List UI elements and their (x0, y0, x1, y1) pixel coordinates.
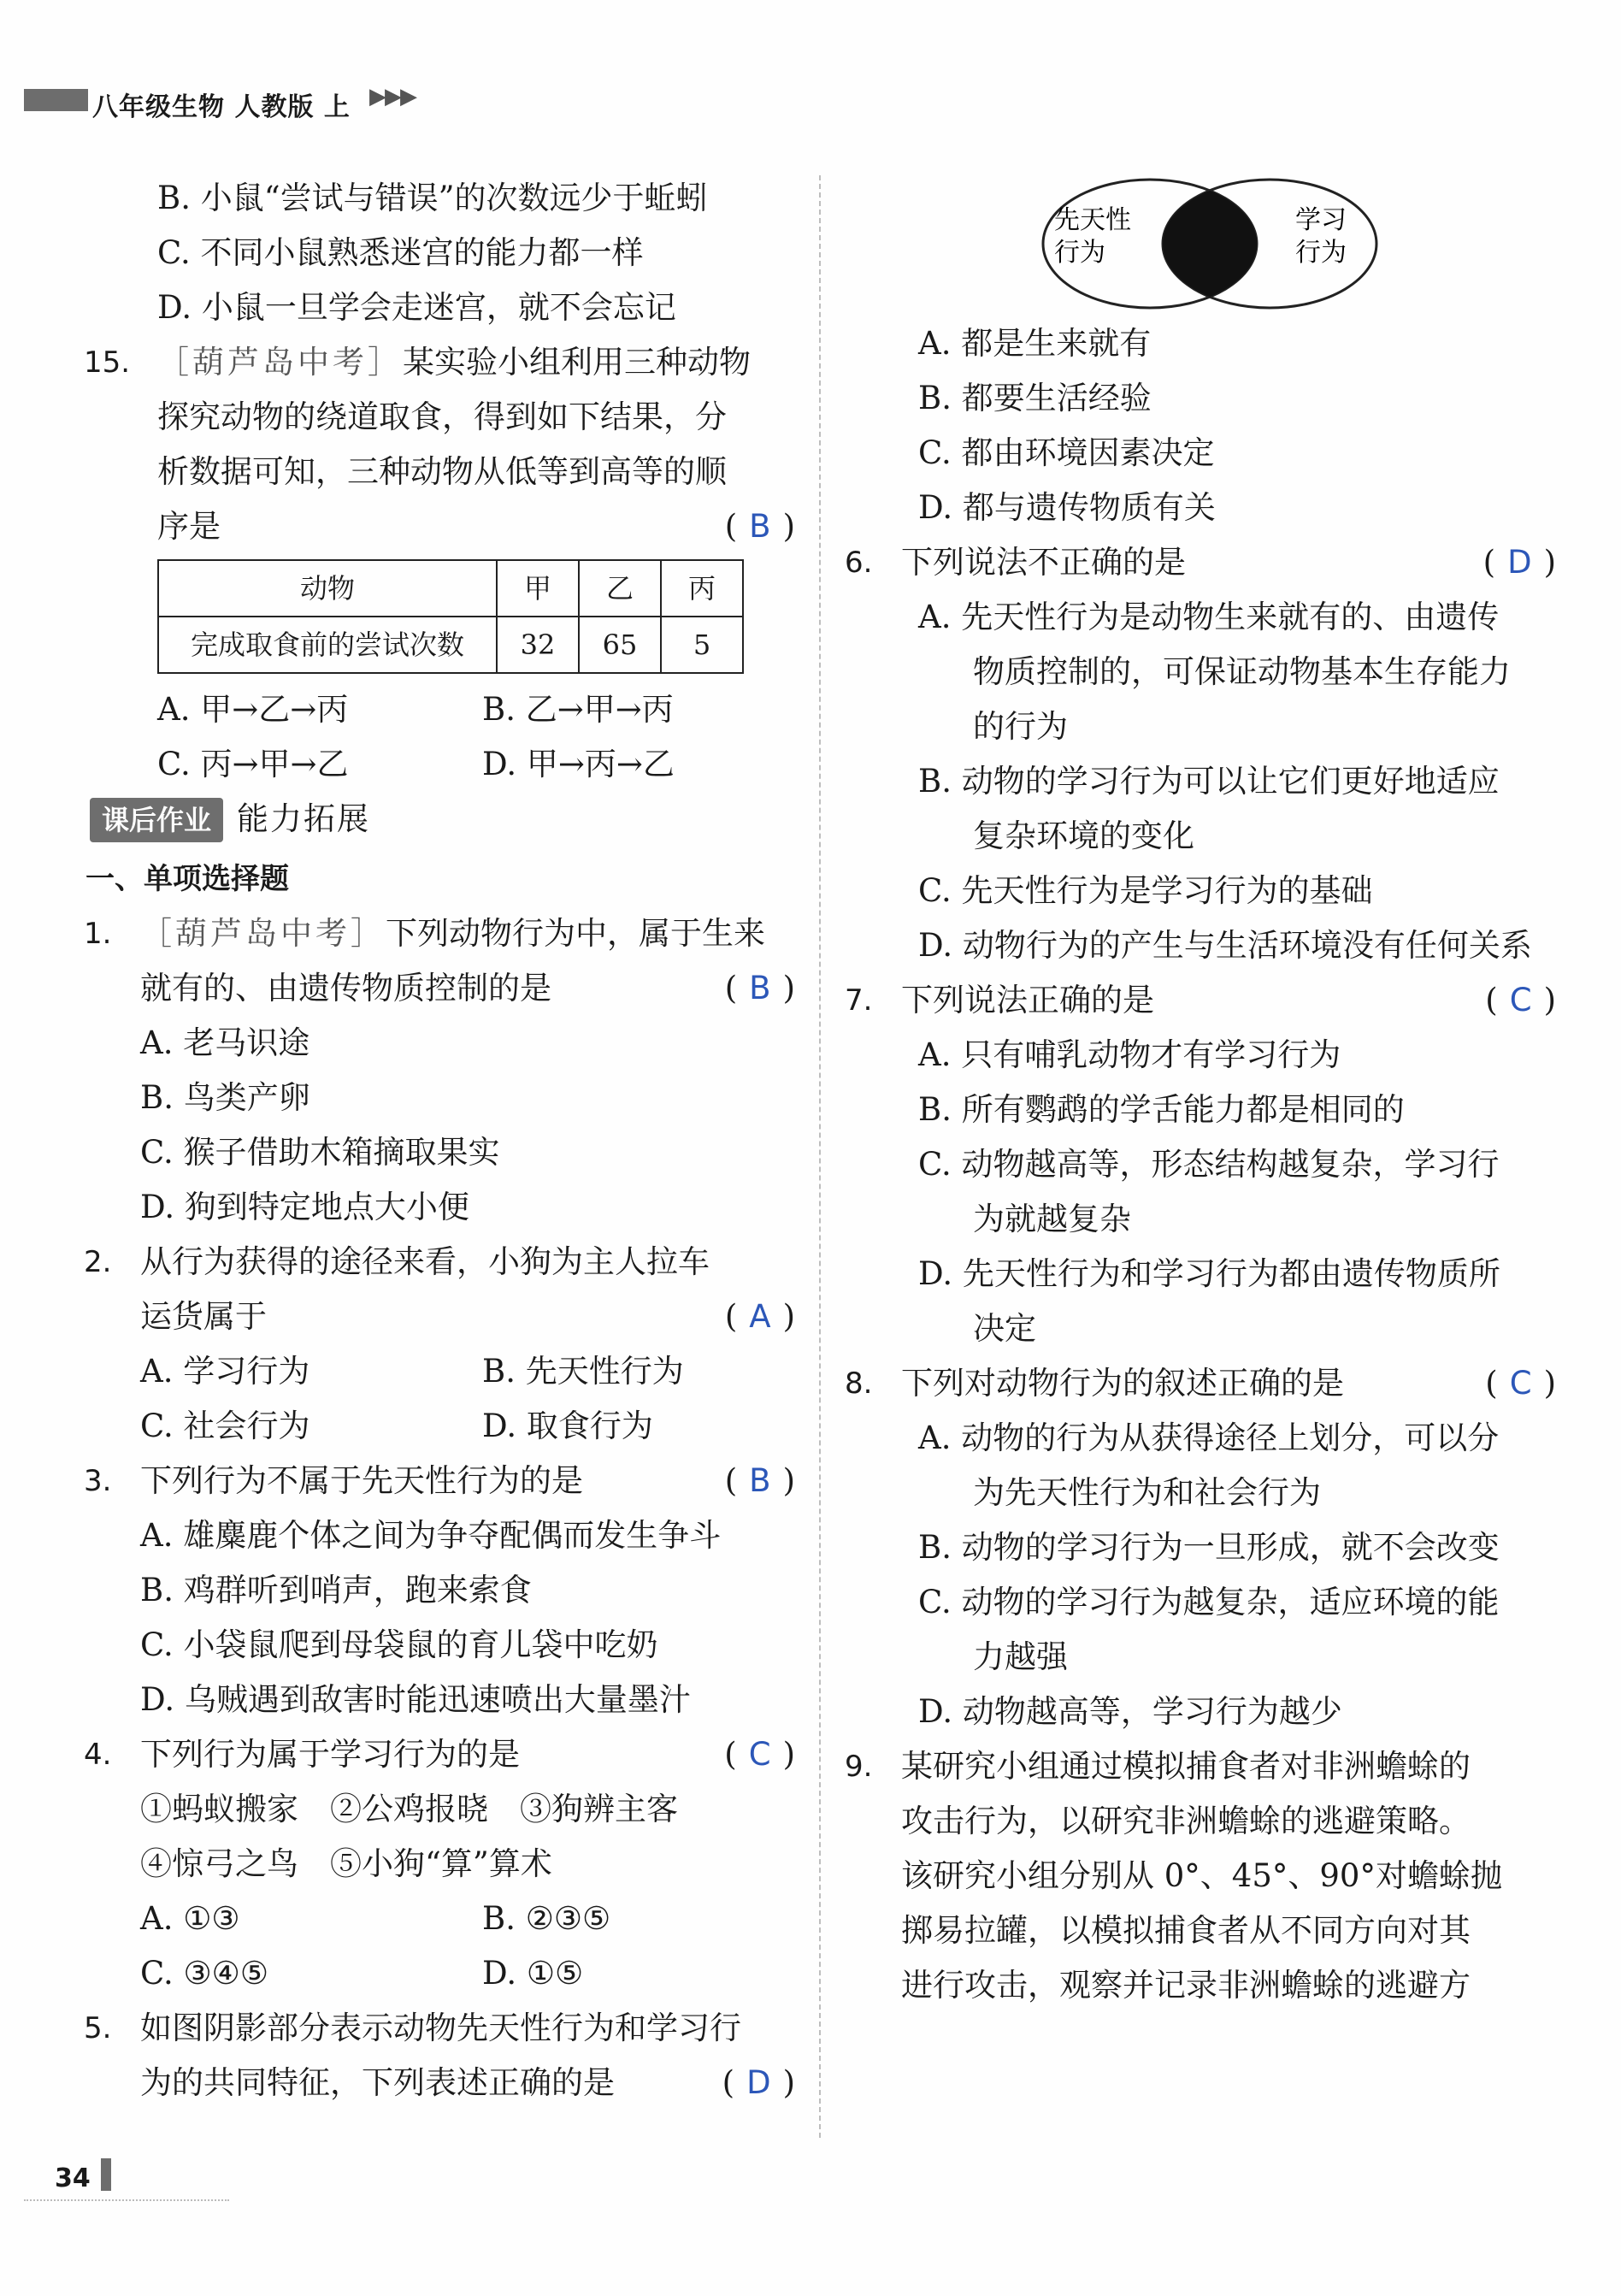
q14-option-b: B. 小鼠“尝试与错误”的次数远少于蚯蚓 (157, 180, 708, 216)
q2-option-d: D. 取食行为 (482, 1408, 653, 1444)
q2-answer: ( A ) (724, 1298, 795, 1335)
table-cell: 32 (497, 617, 579, 673)
table-header-cell: 乙 (579, 560, 661, 617)
q7-option-c: C. 动物越高等，形态结构越复杂，学习行 (918, 1146, 1500, 1183)
q15-option-a: A. 甲→乙→丙 (157, 691, 349, 728)
table-cell: 完成取食前的尝试次数 (158, 617, 497, 673)
q2-stem-1: 从行为获得的途径来看，小狗为主人拉车 (140, 1243, 710, 1280)
section-subtitle: 能力拓展 (237, 800, 371, 837)
question-8 (846, 1356, 1556, 1739)
section-tag: 课后作业 (90, 798, 223, 842)
q6-option-c: C. 先天性行为是学习行为的基础 (918, 872, 1373, 909)
q15-option-c: C. 丙→甲→乙 (157, 746, 349, 782)
q9-stem-3: 该研究小组分别从 0°、45°、90°对蟾蜍抛 (901, 1857, 1502, 1894)
question-9 (846, 1739, 1556, 2013)
q8-option-a-cont: 为先天性行为和社会行为 (973, 1474, 1321, 1511)
q7-number: 7. (845, 983, 873, 1018)
question-15 (85, 335, 795, 792)
q6-stem: 下列说法不正确的是 (901, 544, 1186, 581)
q7-answer: ( C ) (1485, 982, 1556, 1018)
left-column (85, 171, 795, 2110)
q5-answer: ( D ) (722, 2064, 795, 2101)
venn-left-label-2: 行为 (1054, 238, 1105, 268)
q15-stem-3: 析数据可知，三种动物从低等到高等的顺 (157, 453, 727, 490)
q1-answer: ( B ) (724, 970, 795, 1006)
table-header-cell: 丙 (661, 560, 743, 617)
table-cell: 5 (661, 617, 743, 673)
q6-number: 6. (845, 546, 873, 580)
q15-option-b: B. 乙→甲→丙 (482, 691, 674, 728)
q9-stem-1: 某研究小组通过模拟捕食者对非洲蟾蜍的 (901, 1748, 1471, 1785)
q7-option-a: A. 只有哺乳动物才有学习行为 (918, 1036, 1341, 1073)
q2-number: 2. (84, 1245, 112, 1279)
q3-stem: 下列行为不属于先天性行为的是 (140, 1462, 583, 1499)
q5-option-a: A. 都是生来就有 (918, 325, 1152, 362)
q1-option-c: C. 猴子借助木箱摘取果实 (140, 1134, 500, 1171)
header-arrows-icon: ▶▶▶ (369, 84, 416, 109)
q8-option-b: B. 动物的学习行为一旦形成，就不会改变 (918, 1529, 1500, 1566)
section-header (85, 792, 795, 852)
q4-number: 4. (84, 1738, 112, 1772)
q1-option-d: D. 狗到特定地点大小便 (140, 1189, 469, 1225)
q15-stem-4: 序是 (157, 508, 221, 545)
q6-option-a-cont: 的行为 (973, 708, 1068, 745)
q5-option-d: D. 都与遗传物质有关 (918, 489, 1216, 526)
question-3 (85, 1454, 795, 1727)
q15-stem-2: 探究动物的绕道取食，得到如下结果，分 (157, 398, 727, 435)
q7-option-d: D. 先天性行为和学习行为都由遗传物质所 (918, 1255, 1500, 1292)
venn-left-label-1: 先天性 (1054, 205, 1131, 235)
q5-option-b: B. 都要生活经验 (918, 380, 1152, 416)
q4-items-1: ①蚂蚁搬家 ②公鸡报晓 ③狗辨主客 (140, 1791, 678, 1827)
q4-option-c: C. ③④⑤ (140, 1955, 269, 1992)
q3-option-d: D. 乌贼遇到敌害时能迅速喷出大量墨汁 (140, 1681, 691, 1718)
question-5 (85, 2001, 795, 2110)
header-bar (24, 89, 88, 111)
q4-option-a: A. ①③ (140, 1900, 240, 1937)
q7-option-d-cont: 决定 (973, 1310, 1036, 1347)
q8-option-c-cont: 力越强 (973, 1638, 1068, 1675)
q6-option-a: A. 先天性行为是动物生来就有的、由遗传 (918, 599, 1500, 635)
question-7 (846, 973, 1556, 1356)
q1-stem-2: 就有的、由遗传物质控制的是 (140, 970, 551, 1006)
q15-answer: ( B ) (724, 508, 795, 545)
q5-stem-2: 为的共同特征，下列表述正确的是 (140, 2064, 615, 2101)
q6-answer: ( D ) (1482, 544, 1556, 581)
q6-option-b-cont: 复杂环境的变化 (973, 817, 1194, 854)
q9-stem-2: 攻击行为，以研究非洲蟾蜍的逃避策略。 (901, 1803, 1471, 1839)
q4-option-b: B. ②③⑤ (482, 1900, 611, 1937)
q1-source: ［葫芦岛中考］ (140, 915, 386, 952)
q15-data-table (157, 559, 744, 674)
footer-rule (24, 2199, 229, 2201)
venn-diagram (1039, 175, 1381, 312)
q1-number: 1. (84, 917, 112, 951)
table-header-cell: 甲 (497, 560, 579, 617)
q8-option-a: A. 动物的行为从获得途径上划分，可以分 (918, 1420, 1500, 1456)
question-6 (846, 535, 1556, 973)
q7-stem: 下列说法正确的是 (901, 982, 1154, 1018)
section-heading: 一、单项选择题 (85, 862, 289, 896)
column-divider (819, 175, 821, 2138)
q4-answer: ( C ) (724, 1736, 795, 1773)
q8-number: 8. (845, 1366, 873, 1401)
q3-option-c: C. 小袋鼠爬到母袋鼠的育儿袋中吃奶 (140, 1626, 658, 1663)
table-header-cell: 动物 (158, 560, 497, 617)
page-number: 34 (55, 2163, 91, 2193)
venn-right-label-1: 学习 (1295, 205, 1347, 235)
q5-number: 5. (84, 2011, 112, 2045)
q15-number: 15. (84, 345, 131, 380)
book-title: 八年级生物 人教版 上 (92, 92, 351, 122)
q1-stem-1: 下列动物行为中，属于生来 (386, 915, 765, 952)
venn-right-label-2: 行为 (1295, 238, 1347, 268)
q2-stem-2: 运货属于 (140, 1298, 267, 1335)
q8-option-d: D. 动物越高等，学习行为越少 (918, 1693, 1342, 1730)
q9-stem-4: 掷易拉罐，以模拟捕食者从不同方向对其 (901, 1912, 1471, 1949)
q6-option-b: B. 动物的学习行为可以让它们更好地适应 (918, 763, 1500, 800)
q15-stem-1: 某实验小组利用三种动物 (403, 344, 751, 381)
q2-option-c: C. 社会行为 (140, 1408, 310, 1444)
q15-source: ［葫芦岛中考］ (157, 344, 403, 381)
q2-option-a: A. 学习行为 (140, 1353, 310, 1390)
q6-option-d: D. 动物行为的产生与生活环境没有任何关系 (918, 927, 1532, 964)
q1-option-a: A. 老马识途 (140, 1024, 310, 1061)
q5-option-c: C. 都由环境因素决定 (918, 434, 1215, 471)
right-column (846, 316, 1556, 2013)
q9-number: 9. (845, 1750, 873, 1784)
q1-option-b: B. 鸟类产卵 (140, 1079, 310, 1116)
question-4 (85, 1727, 795, 2001)
q15-option-d: D. 甲→丙→乙 (482, 746, 675, 782)
q6-option-a-cont: 物质控制的，可保证动物基本生存能力 (973, 653, 1511, 690)
q4-stem: 下列行为属于学习行为的是 (140, 1736, 520, 1773)
q3-number: 3. (84, 1464, 112, 1498)
q8-option-c: C. 动物的学习行为越复杂，适应环境的能 (918, 1584, 1500, 1620)
q2-option-b: B. 先天性行为 (482, 1353, 684, 1390)
q14-option-c: C. 不同小鼠熟悉迷宫的能力都一样 (157, 234, 644, 271)
question-1 (85, 906, 795, 1235)
q4-option-d: D. ①⑤ (482, 1955, 584, 1992)
q4-items-2: ④惊弓之鸟 ⑤小狗“算”算术 (140, 1845, 552, 1882)
question-2 (85, 1235, 795, 1454)
q9-stem-5: 进行攻击，观察并记录非洲蟾蜍的逃避方 (901, 1967, 1471, 2004)
table-cell: 65 (579, 617, 661, 673)
q8-stem: 下列对动物行为的叙述正确的是 (901, 1365, 1344, 1402)
q3-option-b: B. 鸡群听到哨声，跑来索食 (140, 1572, 532, 1608)
q3-option-a: A. 雄麋鹿个体之间为争夺配偶而发生争斗 (140, 1517, 722, 1554)
q3-answer: ( B ) (724, 1462, 795, 1499)
q8-answer: ( C ) (1485, 1365, 1556, 1402)
q7-option-c-cont: 为就越复杂 (973, 1201, 1131, 1237)
page-number-bar (101, 2158, 111, 2191)
q7-option-b: B. 所有鹦鹉的学舌能力都是相同的 (918, 1091, 1405, 1128)
q5-stem-1: 如图阴影部分表示动物先天性行为和学习行 (140, 2010, 741, 2046)
q14-option-d: D. 小鼠一旦学会走迷宫，就不会忘记 (157, 289, 676, 326)
